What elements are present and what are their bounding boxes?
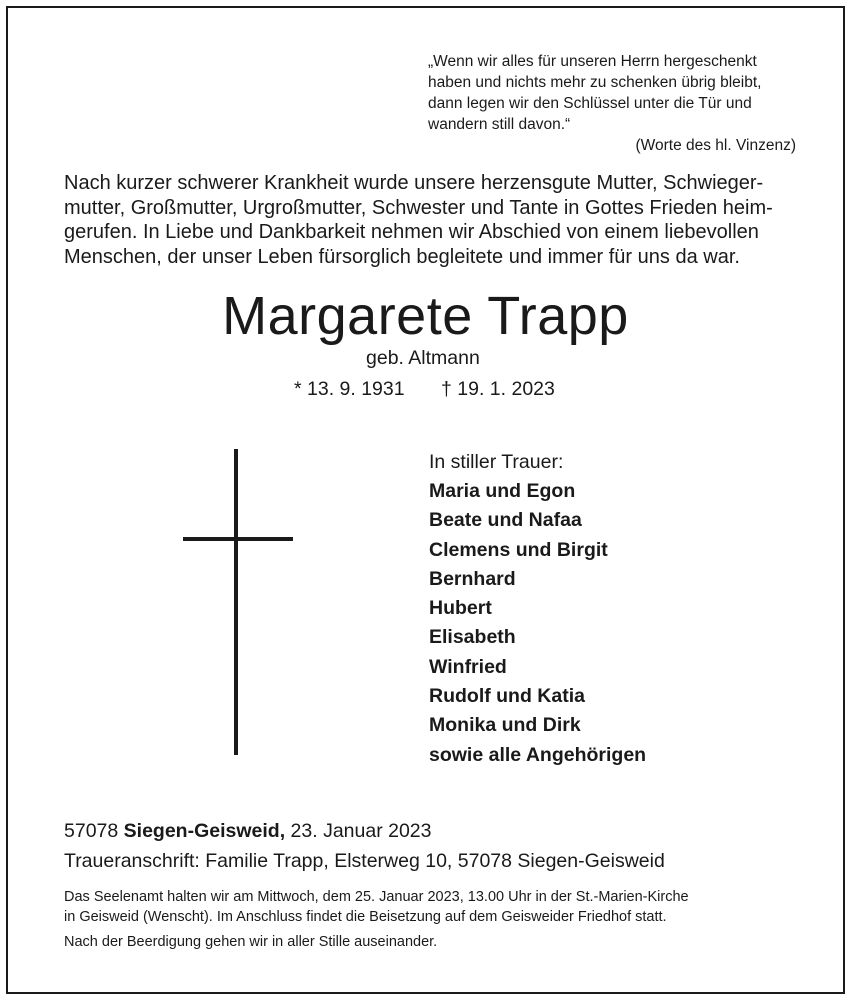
birth-date: * 13. 9. 1931: [294, 378, 405, 400]
mourning-address: Traueranschrift: Familie Trapp, Elsterweg 10, 57078 Siegen-Geisweid: [64, 850, 665, 872]
intro-line: Nach kurzer schwerer Krankheit wurde unsere herzensgute Mutter, Schwieger-: [64, 172, 764, 194]
service-line: in Geisweid (Wenscht). Im Anschluss findet die Beisetzung auf dem Geisweider Friedhof statt.: [64, 909, 667, 925]
death-date: † 19. 1. 2023: [441, 378, 555, 400]
mourner-name: Rudolf und Katia: [429, 685, 585, 708]
mourner-name: Winfried: [429, 655, 507, 678]
quote-line: haben und nichts mehr zu schenken übrig bleibt,: [428, 74, 762, 91]
maiden-name: geb. Altmann: [366, 347, 480, 369]
mourner-name: Bernhard: [429, 567, 516, 590]
intro-line: gerufen. In Liebe und Dankbarkeit nehmen wir Abschied von einem liebevollen: [64, 221, 759, 243]
obituary-notice: [6, 6, 845, 994]
mourners-list: [429, 447, 646, 770]
mourner-name: sowie alle Angehörigen: [429, 743, 647, 766]
notice-date: 23. Januar 2023: [290, 820, 432, 842]
service-line: Das Seelenamt halten wir am Mittwoch, dem 25. Januar 2023, 13.00 Uhr in der St.-Marien-Kirche: [64, 889, 689, 905]
city-name: Siegen-Geisweid,: [123, 820, 286, 842]
quote-line: wandern still davon.“: [428, 116, 571, 133]
mourner-name: Beate und Nafaa: [429, 509, 582, 532]
intro-text: [64, 171, 804, 269]
quote-line: dann legen wir den Schlüssel unter die Tür und: [428, 95, 752, 112]
mourner-name: Monika und Dirk: [429, 714, 581, 737]
intro-line: Menschen, der unser Leben fürsorglich begleitete und immer für uns da war.: [64, 245, 740, 268]
intro-line: mutter, Großmutter, Urgroßmutter, Schwester und Tante in Gottes Frieden heim-: [64, 196, 773, 219]
quote-line: „Wenn wir alles für unseren Herrn hergeschenkt: [428, 53, 757, 70]
quote-block: [428, 51, 798, 156]
zip-code: 57078: [64, 820, 119, 842]
mourner-name: Elisabeth: [429, 626, 516, 649]
quote-attribution: (Worte des hl. Vinzenz): [635, 137, 796, 154]
closing-note: Nach der Beerdigung gehen wir in aller Stille auseinander.: [64, 934, 438, 950]
mourner-name: Clemens und Birgit: [429, 538, 608, 561]
place-date-line: [64, 820, 432, 843]
deceased-name: Margarete Trapp: [222, 286, 629, 346]
mourner-name: Maria und Egon: [429, 480, 576, 502]
mourner-name: Hubert: [429, 597, 492, 620]
service-info: [64, 887, 804, 927]
latin-cross-icon: [183, 449, 293, 755]
cross-vertical-bar: [234, 449, 238, 755]
mourners-header: In stiller Trauer:: [429, 451, 564, 473]
cross-horizontal-bar: [183, 537, 293, 541]
